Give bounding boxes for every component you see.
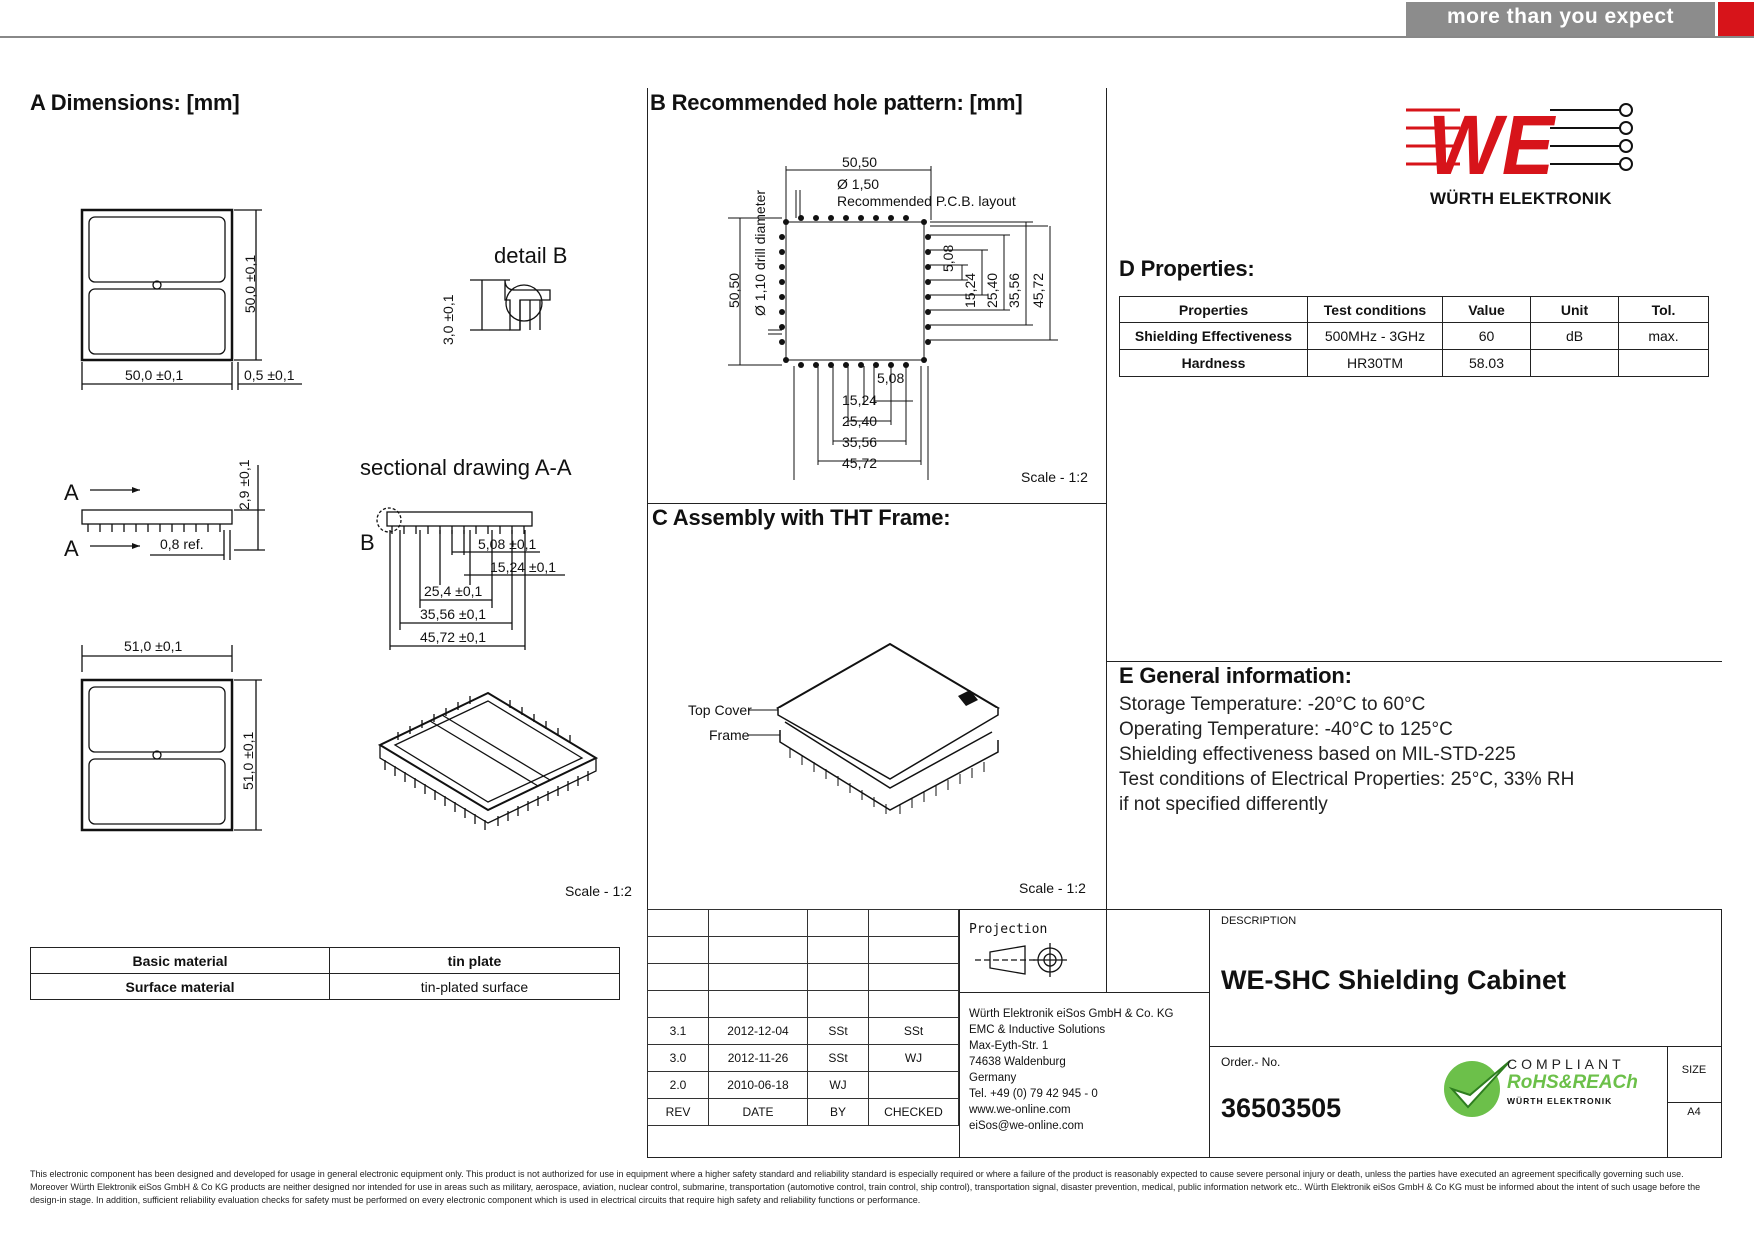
- section-a-scale: Scale - 1:2: [565, 883, 632, 899]
- table-row: [648, 1045, 959, 1072]
- hole-dim-v1: 5,08: [940, 244, 956, 272]
- email-link[interactable]: eiSos@we-online.com: [969, 1120, 1084, 1132]
- table-row: [648, 1018, 959, 1045]
- rev-cell: [869, 964, 959, 991]
- rohs-check-icon: [1438, 1055, 1516, 1121]
- address-line: EMC & Inductive Solutions: [969, 1024, 1106, 1036]
- hole-dim-v4: 35,56: [1006, 272, 1022, 308]
- rev-cell: [869, 910, 959, 937]
- rev-cell: 2.0: [648, 1072, 709, 1099]
- hole-dim-v3: 25,40: [984, 272, 1000, 308]
- top-cover-label: Top Cover: [688, 702, 752, 718]
- rev-cell: [648, 937, 709, 964]
- property-condition: HR30TM: [1308, 350, 1443, 377]
- properties-header: Unit: [1531, 297, 1619, 323]
- hole-drill-note: Ø 1,10 drill diameter: [752, 189, 768, 316]
- property-value: 60: [1443, 323, 1531, 350]
- rev-cell: SSt: [808, 1045, 869, 1072]
- dim-45: 45,72 ±0,1: [420, 629, 487, 645]
- order-label: Order.- No.: [1221, 1055, 1281, 1069]
- property-value: 58.03: [1443, 350, 1531, 377]
- rohs-company: WÜRTH ELEKTRONIK: [1507, 1096, 1613, 1106]
- dim-side-height: 2,9 ±0,1: [236, 459, 252, 510]
- material-label: Basic material: [31, 948, 330, 974]
- rev-cell: [709, 937, 808, 964]
- rev-cell: [648, 964, 709, 991]
- rev-cell: WJ: [869, 1045, 959, 1072]
- table-row: [1120, 350, 1709, 377]
- hole-layout-note: Recommended P.C.B. layout: [837, 193, 1016, 209]
- address-line: Max-Eyth-Str. 1: [969, 1040, 1049, 1052]
- description-title: WE-SHC Shielding Cabinet: [1221, 965, 1567, 995]
- hole-dim-h5: 45,72: [842, 455, 878, 471]
- titleblock-bottom: [647, 1157, 1722, 1158]
- rev-cell: [709, 910, 808, 937]
- marker-b: B: [360, 530, 375, 555]
- address-line: 74638 Waldenburg: [969, 1056, 1066, 1068]
- property-unit: dB: [1531, 323, 1619, 350]
- rev-header: DATE: [709, 1099, 808, 1126]
- sectional-label: sectional drawing A-A: [360, 455, 572, 480]
- rev-cell: [869, 1072, 959, 1099]
- section-c-title: C Assembly with THT Frame:: [652, 505, 951, 530]
- dim-frame-width: 51,0 ±0,1: [124, 638, 183, 654]
- rev-header: BY: [808, 1099, 869, 1126]
- table-row: [648, 1072, 959, 1099]
- hole-dim-h4: 35,56: [842, 434, 878, 450]
- property-unit: [1531, 350, 1619, 377]
- frame-label: Frame: [709, 727, 750, 743]
- rev-cell: SSt: [869, 1018, 959, 1045]
- materials-table: [30, 947, 620, 1000]
- description-label: DESCRIPTION: [1221, 915, 1297, 927]
- projection-label: Projection: [969, 922, 1048, 937]
- rev-cell: SSt: [808, 1018, 869, 1045]
- property-condition: 500MHz - 3GHz: [1308, 323, 1443, 350]
- hole-dim-v2: 15,24: [962, 272, 978, 308]
- hole-dim-left: 50,50: [726, 272, 742, 308]
- rev-cell: [648, 991, 709, 1018]
- rev-header: CHECKED: [869, 1099, 959, 1126]
- table-row: [31, 974, 620, 1000]
- table-row: [1120, 323, 1709, 350]
- rev-cell: [709, 991, 808, 1018]
- dim-top-width: 50,0 ±0,1: [125, 367, 184, 383]
- info-line: Shielding effectiveness based on MIL-STD-225: [1119, 744, 1516, 765]
- projection-symbol-icon: [975, 940, 1085, 980]
- table-row: [648, 1099, 959, 1126]
- info-line: if not specified differently: [1119, 794, 1328, 815]
- address-line: Germany: [969, 1072, 1017, 1084]
- dim-35: 35,56 ±0,1: [420, 606, 487, 622]
- size-value: A4: [1687, 1106, 1701, 1118]
- titleblock-right: [1721, 909, 1722, 1158]
- rev-cell: [808, 910, 869, 937]
- hole-dim-diameter: Ø 1,50: [837, 176, 880, 192]
- assembly-drawing: [740, 630, 1020, 820]
- divider-b-d: [1106, 88, 1107, 910]
- material-value: tin-plated surface: [330, 974, 620, 1000]
- tb-divider-1: [959, 909, 960, 1158]
- hole-dim-h2: 15,24: [842, 392, 878, 408]
- rev-cell: [648, 910, 709, 937]
- properties-header: Value: [1443, 297, 1531, 323]
- tb-description-bottom: [1209, 1046, 1721, 1047]
- rev-cell: 3.0: [648, 1045, 709, 1072]
- dim-top-height: 50,0 ±0,1: [242, 254, 258, 314]
- logo-company: WÜRTH ELEKTRONIK: [1430, 189, 1612, 208]
- rev-cell: [869, 991, 959, 1018]
- section-b-scale: Scale - 1:2: [1021, 469, 1088, 485]
- rev-cell: 3.1: [648, 1018, 709, 1045]
- properties-header: Test conditions: [1308, 297, 1443, 323]
- hole-dim-h3: 25,40: [842, 413, 878, 429]
- table-row: [31, 948, 620, 974]
- rev-cell: [709, 964, 808, 991]
- tb-projection-bottom: [959, 992, 1209, 993]
- rev-cell: [869, 937, 959, 964]
- detail-b-label: detail B: [494, 243, 568, 268]
- property-name: Shielding Effectiveness: [1120, 323, 1308, 350]
- section-b-title: B Recommended hole pattern: [mm]: [650, 90, 1023, 115]
- section-d-title: D Properties:: [1119, 256, 1255, 281]
- tb-divider-2: [1106, 909, 1107, 993]
- dim-25: 25,4 ±0,1: [424, 583, 483, 599]
- rev-cell: 2012-11-26: [709, 1045, 808, 1072]
- material-value: tin plate: [330, 948, 620, 974]
- order-number: 36503505: [1221, 1093, 1342, 1123]
- section-c-scale: Scale - 1:2: [1019, 880, 1086, 896]
- hole-dim-v5: 45,72: [1030, 272, 1046, 308]
- revision-table: [647, 909, 959, 1126]
- property-name: Hardness: [1120, 350, 1308, 377]
- logo-mark: WE: [1428, 98, 1557, 192]
- compliant-label: COMPLIANT: [1507, 1056, 1625, 1072]
- info-line: Test conditions of Electrical Properties: 25°C, 33% RH: [1119, 769, 1575, 790]
- dim-ref: 0,8 ref.: [160, 536, 204, 552]
- dim-pitch: 5,08 ±0,1: [478, 536, 537, 552]
- rev-cell: 2010-06-18: [709, 1072, 808, 1099]
- dim-frame-height: 51,0 ±0,1: [240, 731, 256, 790]
- properties-table: [1119, 296, 1709, 377]
- dim-15: 15,24 ±0,1: [490, 559, 557, 575]
- divider-d-e: [1106, 661, 1722, 662]
- properties-header: Properties: [1120, 297, 1308, 323]
- tb-size-line: [1667, 1102, 1721, 1103]
- general-info: [1119, 692, 1574, 817]
- table-row: [648, 910, 959, 937]
- table-row: [648, 964, 959, 991]
- info-line: Storage Temperature: -20°C to 60°C: [1119, 694, 1426, 715]
- rev-cell: [808, 937, 869, 964]
- material-label: Surface material: [31, 974, 330, 1000]
- dim-wall: 0,5 ±0,1: [244, 367, 295, 383]
- rev-cell: 2012-12-04: [709, 1018, 808, 1045]
- company-address: [969, 1006, 1174, 1134]
- address-line: Würth Elektronik eiSos GmbH & Co. KG: [969, 1008, 1174, 1020]
- dim-detail-height: 3,0 ±0,1: [440, 294, 456, 345]
- marker-a-bottom: A: [64, 536, 79, 561]
- rohs-label: RoHS&REACh: [1507, 1072, 1638, 1093]
- address-line: Tel. +49 (0) 79 42 945 - 0: [969, 1088, 1098, 1100]
- table-row: [648, 991, 959, 1018]
- table-row: [648, 937, 959, 964]
- website-link[interactable]: www.we-online.com: [969, 1104, 1071, 1116]
- properties-header: Tol.: [1619, 297, 1709, 323]
- table-row: [1120, 297, 1709, 323]
- slogan-text: more than you expect: [1446, 5, 1675, 28]
- rev-cell: [808, 991, 869, 1018]
- rev-header: REV: [648, 1099, 709, 1126]
- property-tol: [1619, 350, 1709, 377]
- section-e-title: E General information:: [1119, 663, 1352, 688]
- brand-red-block: [1718, 2, 1754, 36]
- hole-dim-h1: 5,08: [877, 370, 905, 386]
- info-line: Operating Temperature: -40°C to 125°C: [1119, 719, 1453, 740]
- disclaimer: This electronic component has been designed and developed for usage in general electronic equipment only. This product is not authorized for use in equipment where a higher safety standard and reliability standard is especially required or where a failure of the product is reasonably expected to cause severe personal injury or death, unless the parties have executed an agreement specifically governing such use. Moreover Würth Elektronik eiSos GmbH & Co KG products are neither designed nor intended for use in areas such as military, aerospace, aviation, nuclear control, submarine, transportation (automotive control, train control, ship control), transportation signal, disaster prevention, medical, public information network etc.. Würth Elektronik eiSos GmbH & Co KG must be informed about the intent of such usage before the design-in stage. In addition, sufficient reliability evaluation checks for safety must be performed on every electronic component which is used in electrical circuits that require high safety and reliability functions or performance.: [30, 1169, 1701, 1205]
- tb-divider-3: [1209, 909, 1210, 1158]
- rev-cell: WJ: [808, 1072, 869, 1099]
- marker-a-top: A: [64, 480, 79, 505]
- rev-cell: [808, 964, 869, 991]
- property-tol: max.: [1619, 323, 1709, 350]
- hole-dim-top: 50,50: [842, 154, 878, 170]
- divider-b-c: [647, 503, 1107, 504]
- size-label: SIZE: [1681, 1064, 1707, 1076]
- section-a-title: A Dimensions: [mm]: [30, 90, 240, 115]
